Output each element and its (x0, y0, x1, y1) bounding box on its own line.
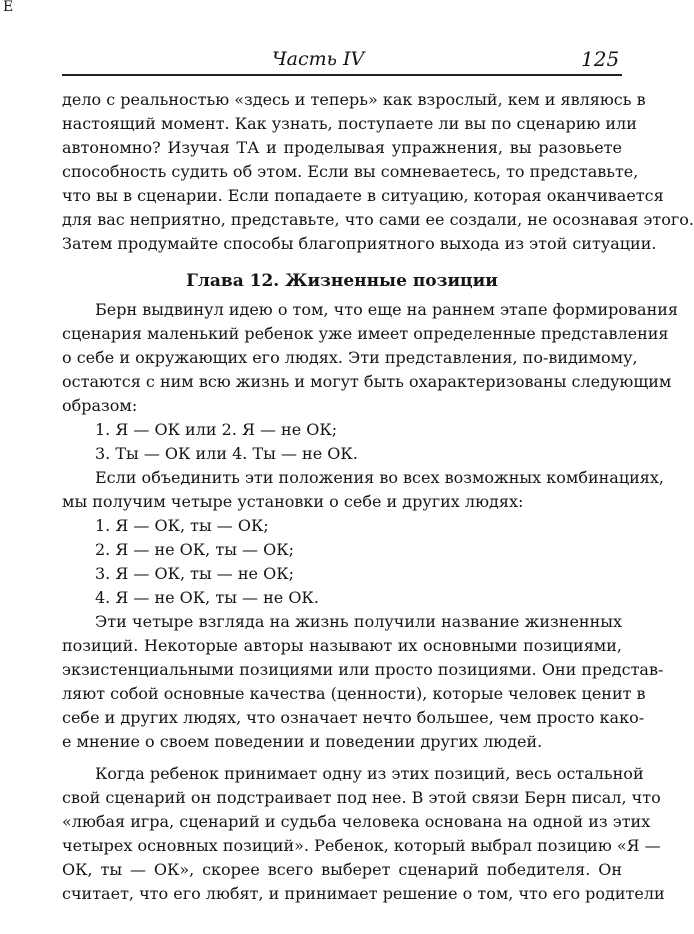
text-line: что вы в сценарии. Если попадаете в ситуацию, которая оканчивается (62, 186, 664, 205)
list-item: 1. Я — ОК, ты — ОК; (95, 516, 269, 535)
list-item: 4. Я — не ОК, ты — не ОК. (95, 588, 319, 607)
body-text (62, 88, 694, 906)
text-line: настоящий момент. Как узнать, поступаете ли вы по сценарию или (62, 114, 637, 133)
text-line: «любая игра, сценарий и судьба человека основана на одной из этих (62, 812, 651, 831)
text-line: остаются с ним всю жизнь и могут быть охарактеризованы следующим (62, 372, 672, 391)
text-line: Берн выдвинул идею о том, что еще на раннем этапе формирования (95, 300, 678, 319)
header-rule (62, 74, 622, 76)
text-line: экзистенциальными позициями или просто позициями. Они представ- (62, 660, 664, 679)
corner-mark: Е (3, 0, 14, 15)
text-line: для вас неприятно, представьте, что сами ее создали, не осознавая этого. (62, 210, 694, 229)
text-line: себе и других людях, что означает нечто большее, чем просто како- (62, 708, 645, 727)
paragraph (62, 88, 694, 256)
text-line: сценария маленький ребенок уже имеет определенные представления (62, 324, 669, 343)
list-item: 1. Я — ОК или 2. Я — не ОК; (95, 420, 338, 439)
paragraph (62, 762, 665, 906)
list-item: 2. Я — не ОК, ты — ОК; (95, 540, 294, 559)
text-line: дело с реальностью «здесь и теперь» как взрослый, кем и являюсь в (62, 90, 646, 109)
text-line: свой сценарий он подстраивает под нее. В этой связи Берн писал, что (62, 788, 661, 807)
text-line: ОК, ты — ОК», скорее всего выберет сценарий победителя. Он (62, 860, 622, 879)
paragraph (62, 610, 664, 754)
text-line: четырех основных позиций». Ребенок, который выбрал позицию «Я — (62, 836, 661, 855)
text-line: автономно? Изучая ТА и проделывая упражнения, вы разовьете (62, 138, 622, 157)
chapter-heading: Глава 12. Жизненные позиции (186, 271, 498, 291)
text-line: Когда ребенок принимает одну из этих позиций, весь остальной (95, 764, 644, 783)
text-line: мы получим четыре установки о себе и других людях: (62, 492, 524, 511)
text-line: Затем продумайте способы благоприятного выхода из этой ситуации. (62, 234, 657, 253)
text-line: ляют собой основные качества (ценности), которые человек ценит в (62, 684, 646, 703)
text-line: способность судить об этом. Если вы сомневаетесь, то представьте, (62, 162, 639, 181)
paragraph (62, 298, 678, 418)
running-header-title: Часть IV (272, 48, 365, 70)
text-line: считает, что его любят, и принимает решение о том, что его родители (62, 884, 665, 903)
list-item: 3. Ты — ОК или 4. Ты — не ОК. (95, 444, 358, 463)
text-line: о себе и окружающих его людях. Эти представления, по-видимому, (62, 348, 638, 367)
text-line: Эти четыре взгляда на жизнь получили название жизненных (95, 612, 622, 631)
text-line: позиций. Некоторые авторы называют их основными позициями, (62, 636, 622, 655)
page-number: 125 (581, 47, 620, 71)
position-list (62, 418, 622, 466)
paragraph (62, 466, 664, 514)
list-item: 3. Я — ОК, ты — не ОК; (95, 564, 294, 583)
text-line: е мнение о своем поведении и поведении других людей. (62, 732, 543, 751)
combination-list (62, 514, 622, 610)
text-line: Если объединить эти положения во всех возможных комбинациях, (95, 468, 664, 487)
text-line: образом: (62, 396, 138, 415)
